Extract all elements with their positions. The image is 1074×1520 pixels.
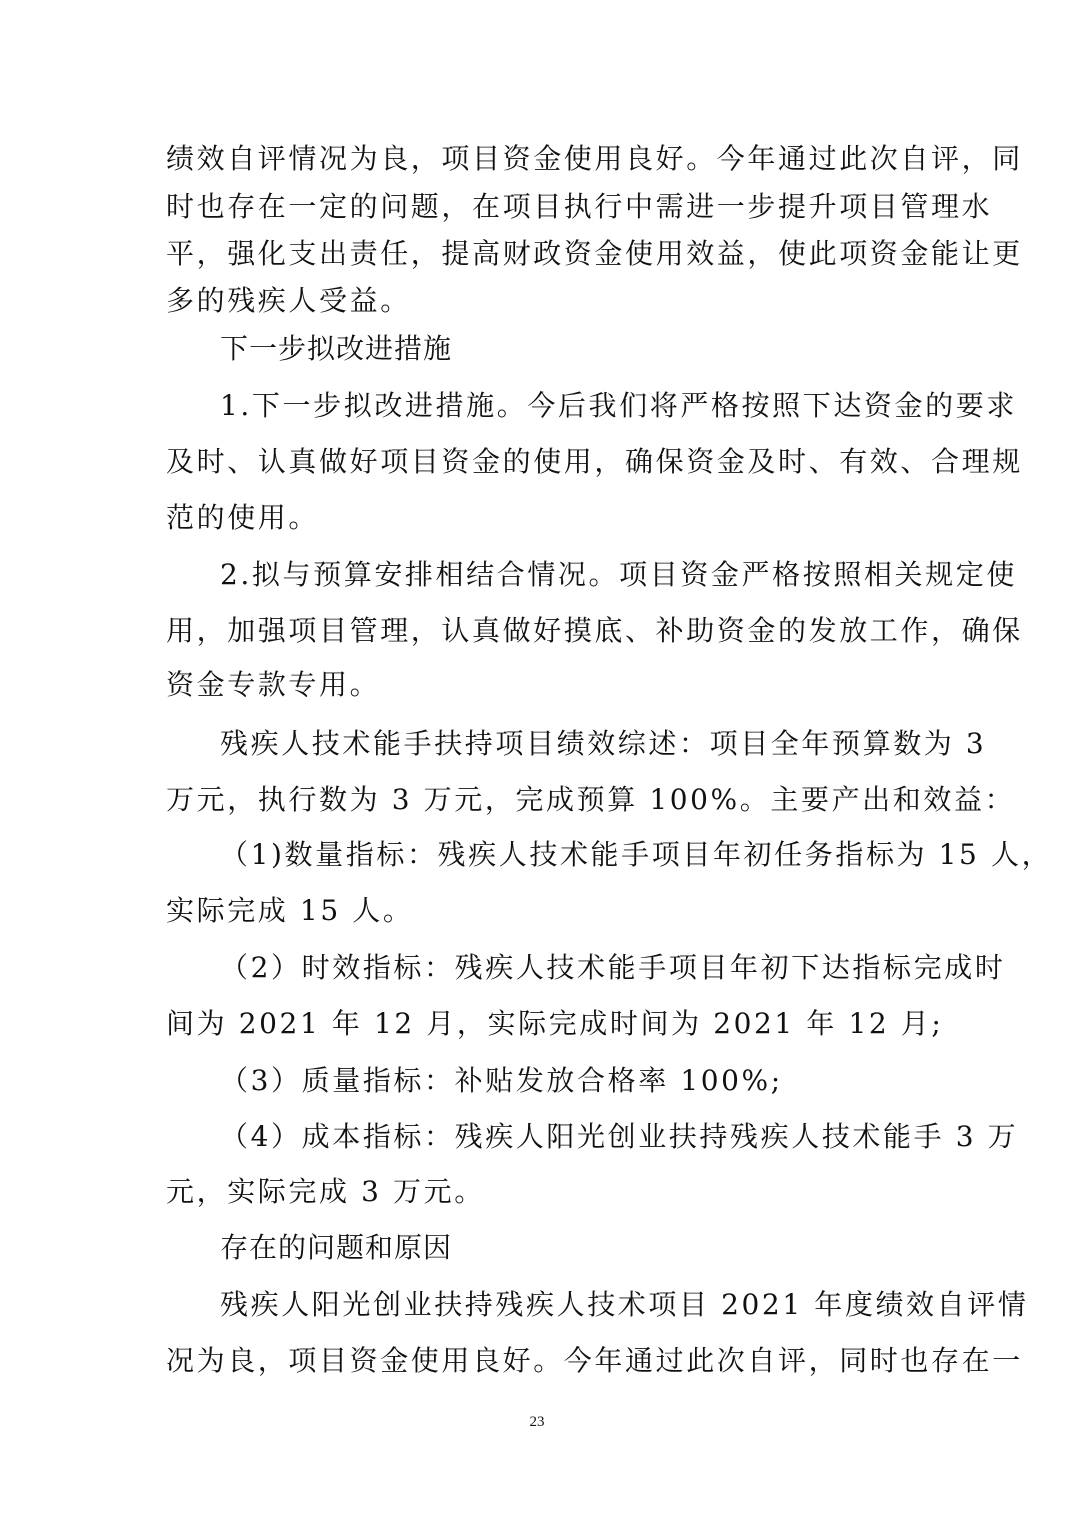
body-text-line: （4）成本指标：残疾人阳光创业扶持残疾人技术能手 3 万 <box>220 1120 1019 1153</box>
section-heading: 下一步拟改进措施 <box>220 332 453 365</box>
section-heading: 存在的问题和原因 <box>220 1231 453 1264</box>
body-text-line: （1)数量指标：残疾人技术能手项目年初任务指标为 15 人， <box>220 838 1053 871</box>
body-text-line: 实际完成 15 人。 <box>166 894 414 927</box>
body-text-line: 平，强化支出责任，提高财政资金使用效益，使此项资金能让更 <box>166 237 1023 270</box>
body-text-line: 元，实际完成 3 万元。 <box>166 1175 485 1208</box>
body-text-line: 绩效自评情况为良，项目资金使用良好。今年通过此次自评，同 <box>166 142 1023 175</box>
body-text-line: 时也存在一定的问题，在项目执行中需进一步提升项目管理水 <box>166 190 993 223</box>
body-text-line: （3）质量指标：补贴发放合格率 100%; <box>220 1064 783 1097</box>
body-text-line: 多的残疾人受益。 <box>166 284 411 317</box>
page-number: 23 <box>529 1414 545 1430</box>
body-text-line: （2）时效指标：残疾人技术能手项目年初下达指标完成时 <box>220 951 1006 984</box>
body-text-line: 1.下一步拟改进措施。今后我们将严格按照下达资金的要求 <box>220 389 1017 422</box>
body-text-line: 及时、认真做好项目资金的使用，确保资金及时、有效、合理规 <box>166 445 1023 478</box>
body-text-line: 2.拟与预算安排相结合情况。项目资金严格按照相关规定使 <box>220 558 1017 591</box>
body-text-line: 范的使用。 <box>166 501 320 534</box>
body-text-line: 间为 2021 年 12 月，实际完成时间为 2021 年 12 月; <box>166 1007 944 1040</box>
body-text-line: 残疾人技术能手扶持项目绩效综述：项目全年预算数为 3 <box>220 727 987 760</box>
body-text-line: 况为良，项目资金使用良好。今年通过此次自评，同时也存在一 <box>166 1344 1023 1377</box>
body-text-line: 万元，执行数为 3 万元，完成预算 100%。主要产出和效益： <box>166 783 1016 816</box>
body-text-line: 残疾人阳光创业扶持残疾人技术项目 2021 年度绩效自评情 <box>220 1288 1029 1321</box>
body-text-line: 资金专款专用。 <box>166 668 381 701</box>
body-text-line: 用，加强项目管理，认真做好摸底、补助资金的发放工作，确保 <box>166 614 1023 647</box>
